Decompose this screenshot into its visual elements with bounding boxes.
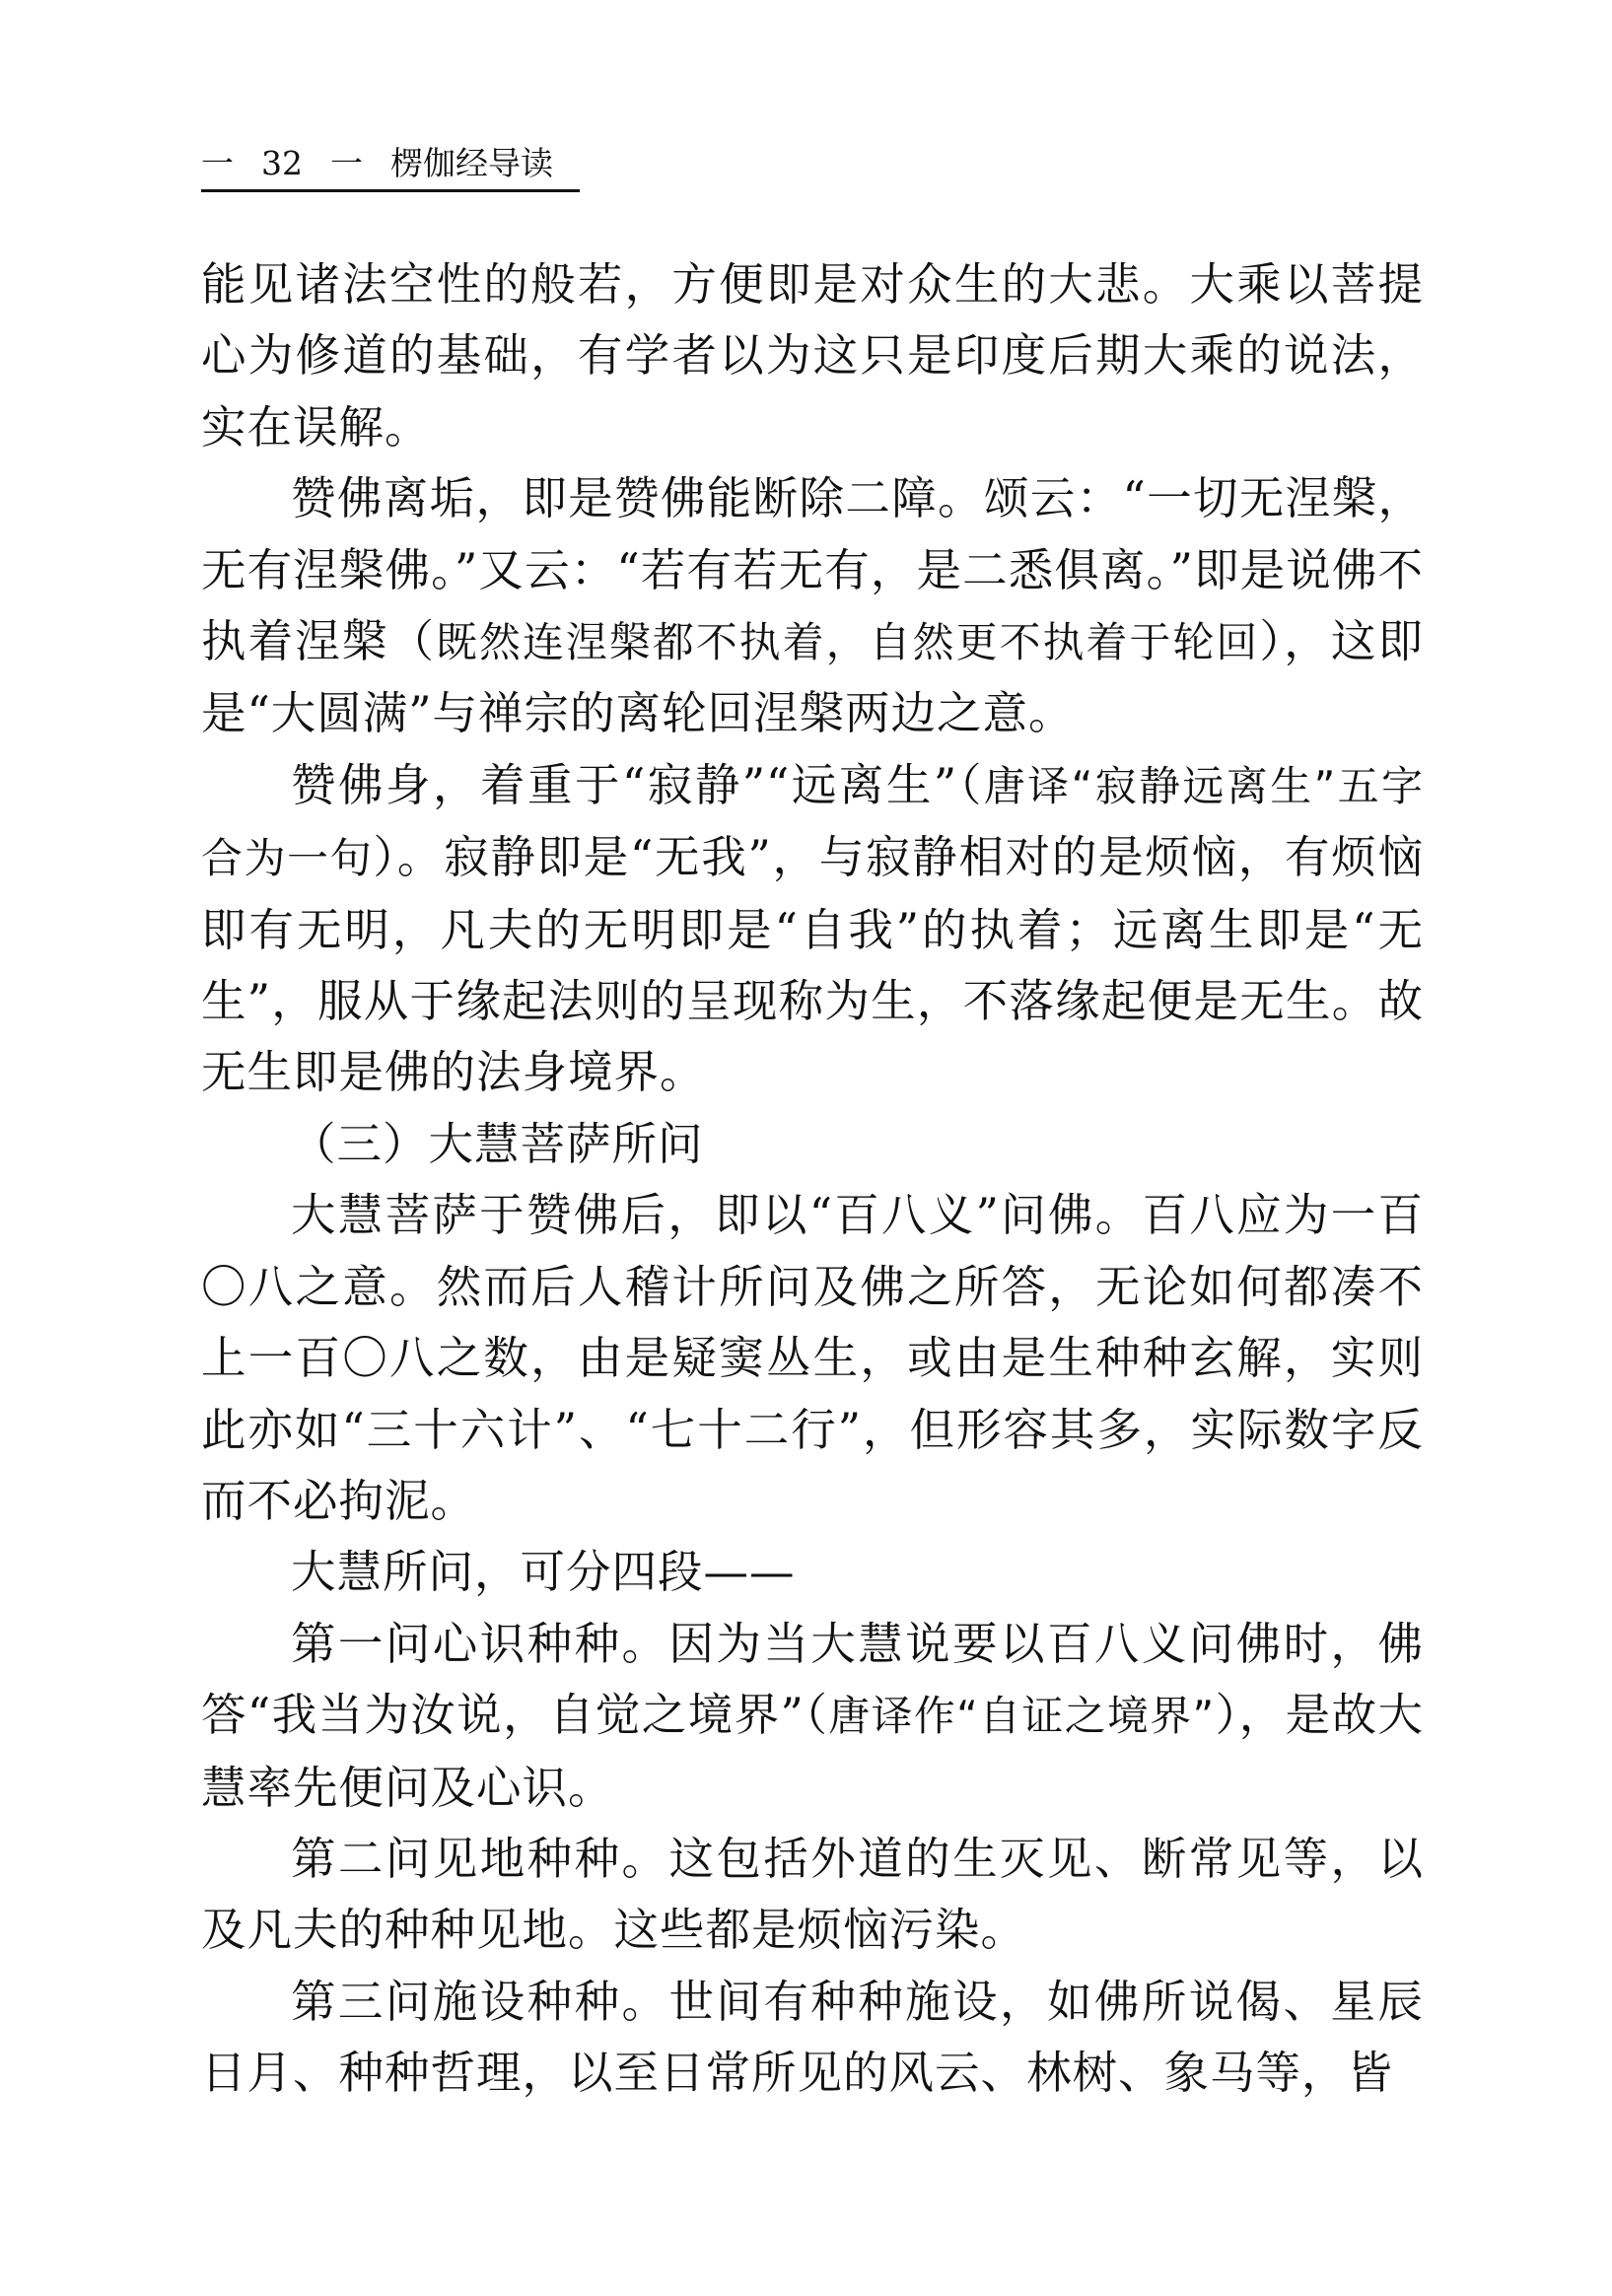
inline-note: 唐译作“自证之境界” (828, 1692, 1216, 1741)
page-number: 32 (261, 144, 303, 182)
paragraph (201, 1537, 1424, 1608)
paragraph (201, 463, 1424, 750)
paragraph-text: 赞佛身，着重于“寂静”“远离生”（ (291, 758, 984, 811)
header-dash-left: 一 (201, 144, 234, 182)
paragraph-text: ），是故大慧率先便问及心识。 (201, 1689, 1424, 1814)
paragraph-text: 第二问见地种种。这包括外道的生灭见、断常见等，以及凡夫的种种见地。这些都是烦恼污染。 (201, 1832, 1424, 1957)
paragraph-text: ）。寂静即是“无我”，与寂静相对的是烦恼，有烦恼即有无明，凡夫的无明即是“自我”的执着；远离生即是“无生”，服从于缘起法则的呈现称为生，不落缘起便是无生。故无生即是佛的法身境界。 (201, 831, 1424, 1099)
paragraph-text: ），这即是“大圆满”与禅宗的离轮回涅槃两边之意。 (201, 615, 1424, 740)
inline-note: 既然连涅槃都不执着，自然更不执着于轮回 (436, 618, 1260, 667)
paragraph (201, 249, 1424, 463)
paragraph-text: 大慧菩萨于赞佛后，即以“百八义”问佛。百八应为一百〇八之意。然而后人稽计所问及佛之所答，无论如何都凑不上一百〇八之数，由是疑窦丛生，或由是生种种玄解，实则此亦如“三十六计”、“七十二行”，但形容其多，实际数字反而不必拘泥。 (201, 1189, 1424, 1527)
paragraph-text: 赞佛离垢，即是赞佛能断除二障。颂云：“一切无涅槃，无有涅槃佛。”又云：“若有若无有，是二悉俱离。”即是说佛不执着涅槃（ (201, 472, 1424, 668)
paragraph (201, 1609, 1424, 1824)
paragraph (201, 750, 1424, 1109)
paragraph (201, 1967, 1424, 2110)
page-body (201, 249, 1424, 2110)
paragraph (201, 1824, 1424, 1967)
book-title: 楞伽经导读 (390, 144, 553, 182)
paragraph-text: 能见诸法空性的般若，方便即是对众生的大悲。大乘以菩提心为修道的基础，有学者以为这只是印度后期大乘的说法，实在误解。 (201, 258, 1424, 453)
paragraph-text: 第三问施设种种。世间有种种施设，如佛所说偈、星辰日月、种种哲理，以至日常所见的风云、林树、象马等，皆 (201, 1975, 1424, 2100)
paragraph (201, 1109, 1424, 1180)
paragraph-text: （三）大慧菩萨所问 (291, 1117, 704, 1170)
header-dash-right: 一 (330, 144, 363, 182)
paragraph-text: 第一问心识种种。因为当大慧说要以百八义问佛时，佛答“我当为汝说，自觉之境界”（ (201, 1617, 1424, 1742)
inline-note: 唐译“寂静远离生”五字合为一句 (201, 761, 1425, 883)
paragraph-text: 大慧所问，可分四段—— (291, 1546, 796, 1599)
running-header (201, 144, 596, 183)
header-rule (201, 189, 580, 192)
paragraph (201, 1180, 1424, 1537)
